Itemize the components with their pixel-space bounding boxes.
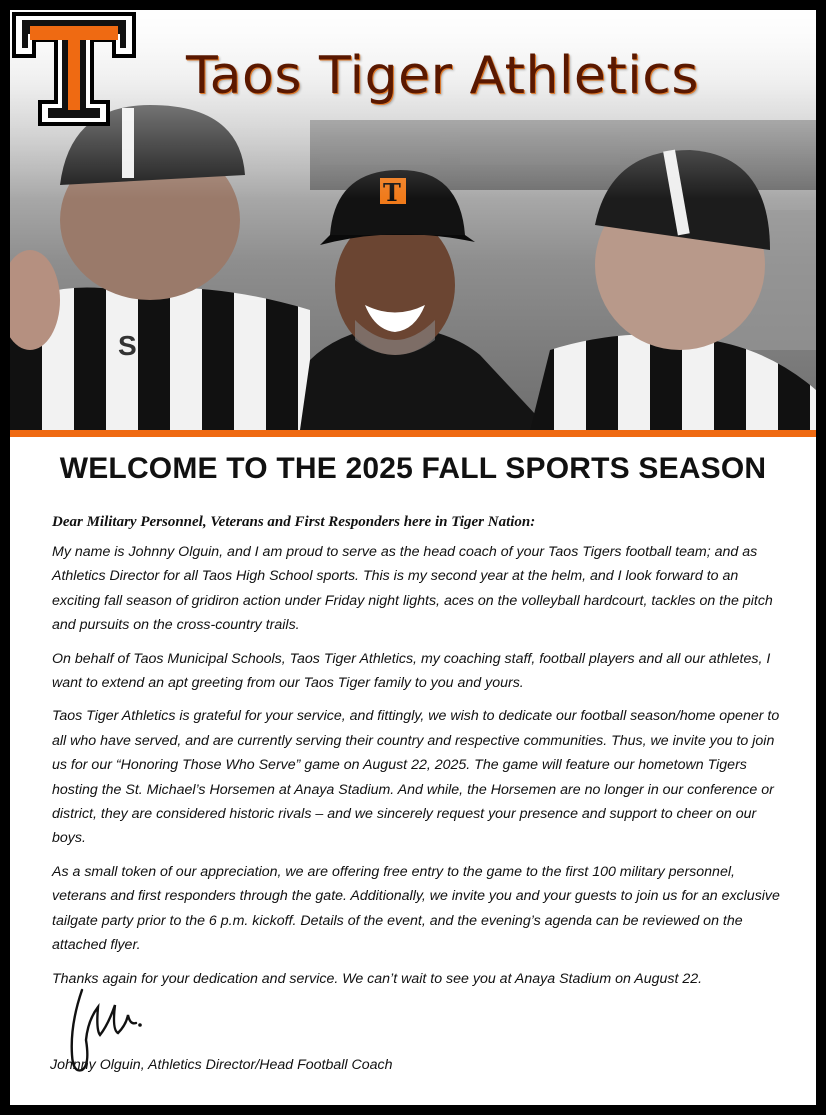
paragraph: As a small token of our appreciation, we are offering free entry to the game to the first 100 military personnel, veterans and first responders through the gate. Additionally, we invite you and your guests to join us for an exclusive tailgate party prior to the 6 p.m. kickoff. Details of the event, and the evening’s agenda can be reviewed on the attached flyer.	[52, 863, 780, 954]
tiger-t-logo	[10, 10, 138, 128]
letter-body	[52, 540, 780, 1000]
paragraph: On behalf of Taos Municipal Schools, Taos Tiger Athletics, my coaching staff, football players and all our athletes, I want to extend an apt greeting from our Taos Tiger family to you and yours.	[52, 650, 771, 692]
orange-divider	[10, 430, 816, 437]
hero-photo	[10, 10, 816, 430]
letter-headline: WELCOME TO THE 2025 FALL SPORTS SEASON	[59, 452, 767, 485]
salutation: Dear Military Personnel, Veterans and First Responders here in Tiger Nation:	[52, 514, 536, 530]
paragraph: Thanks again for your dedication and service. We can’t wait to see you at Anaya Stadium on August 22.	[52, 970, 703, 987]
paragraph: My name is Johnny Olguin, and I am proud to serve as the head coach of your Taos Tigers football team; and as Athletics Director for all Taos High School sports. This is my second year at the helm, and I look forward to an exciting fall season of gridiron action under Friday night lights, aces on the volleyball hardcourt, tackles on the pitch and pursuits on the cross-country trails.	[52, 544, 773, 634]
brand-title: Taos Tiger Athletics	[186, 46, 699, 106]
signoff: Johnny Olguin, Athletics Director/Head Football Coach	[50, 1057, 393, 1073]
paragraph: Taos Tiger Athletics is grateful for your service, and fittingly, we wish to dedicate our football season/home opener to all who have served, and are currently serving their country and respective communities. Thus, we invite you to join us for our “Honoring Those Who Serve” game on August 22, 2025. The game will feature our hometown Tigers hosting the St. Michael’s Horsemen at Anaya Stadium. And while, the Horsemen are no longer in our conference or district, they are considered historic rivals – and we sincerely request your presence and support to cheer on our boys.	[52, 708, 780, 847]
